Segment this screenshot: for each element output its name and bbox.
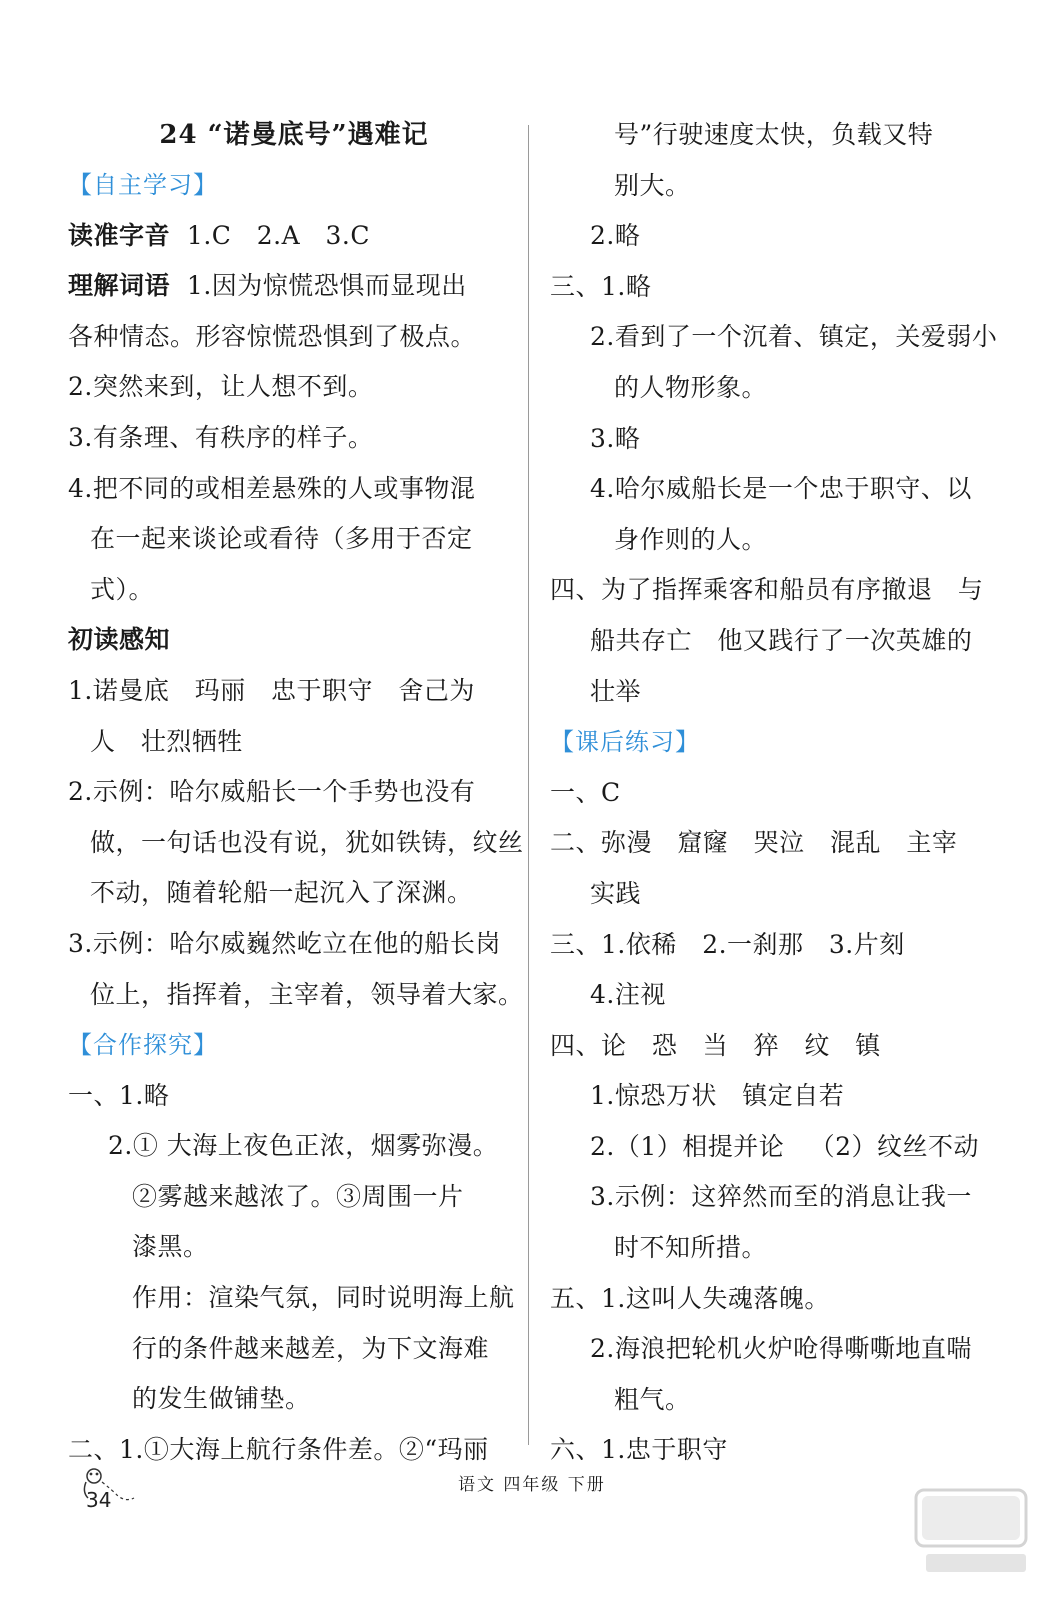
answer-text: 在一起来谈论或看待（多用于否定: [90, 524, 473, 554]
answer-text: 的人物形象。: [614, 372, 768, 402]
answer-text: 号”行驶速度太快，负载又特: [614, 120, 934, 149]
answer-text: 1.诺曼底 玛丽 忠于职守 舍己为: [68, 675, 475, 705]
answer-line: [550, 818, 1000, 869]
answer-line: [68, 1121, 520, 1172]
answer-line: [68, 464, 520, 515]
answer-line: [550, 1122, 1000, 1173]
answer-text: 一、C: [550, 777, 621, 807]
answer-text: 实践: [590, 878, 642, 908]
answer-text: 的发生做铺垫。: [132, 1384, 311, 1414]
answer-text: 2.略: [590, 221, 641, 251]
answer-line: [68, 565, 520, 616]
answer-line: [68, 1071, 520, 1122]
answer-text: 四、为了指挥乘客和船员有序撤退 与: [550, 575, 984, 605]
answer-text: 时不知所措。: [614, 1233, 768, 1263]
footer-subject: 语文 四年级 下册: [458, 1475, 606, 1495]
answer-text: 四、论 恐 当 猝 纹 镇: [550, 1030, 881, 1060]
answer-line: [68, 717, 520, 768]
answer-text: 4.把不同的或相差悬殊的人或事物混: [68, 473, 476, 503]
answer-line: [68, 919, 520, 970]
answer-line: [550, 1172, 1000, 1223]
answer-text: 船共存亡 他又践行了一次英雄的: [590, 625, 973, 655]
answer-line: [68, 362, 520, 413]
section-heading: 【自主学习】: [68, 171, 218, 199]
answer-line: [68, 1273, 520, 1324]
answer-text: 1.C 2.A 3.C: [170, 220, 370, 250]
answer-line: [68, 211, 520, 262]
answer-text: 身作则的人。: [614, 524, 768, 554]
answer-line: [550, 1223, 1000, 1274]
answer-text: 4.注视: [590, 980, 666, 1010]
answer-text: 五、1.这叫人失魂落魄。: [550, 1283, 830, 1313]
answer-text: 2.看到了一个沉着、镇定，关爱弱小: [590, 322, 998, 352]
answer-text: 2.突然来到，让人想不到。: [68, 372, 374, 402]
answer-text: 1.因为惊慌恐惧而显现出: [170, 271, 467, 301]
answer-line: [68, 1374, 520, 1425]
answer-text: 三、1.依稀 2.一刹那 3.片刻: [550, 929, 905, 959]
answer-text: 别大。: [614, 170, 691, 200]
answer-text: 二、1.①大海上航行条件差。②“玛丽: [68, 1434, 489, 1464]
answer-line: [550, 1021, 1000, 1072]
answer-line: [68, 514, 520, 565]
answer-line: [550, 970, 1000, 1021]
answer-text: ②雾越来越浓了。③周围一片: [132, 1181, 464, 1211]
answer-line: [550, 565, 1000, 616]
section-heading: 【合作探究】: [68, 1031, 218, 1060]
answer-line: [550, 110, 1000, 161]
answer-text: 2.（1）相提并论 （2）纹丝不动: [590, 1131, 980, 1161]
answer-line: [550, 363, 1000, 414]
answer-line: [550, 1274, 1000, 1325]
answer-text: 作用：渲染气氛，同时说明海上航: [132, 1283, 515, 1313]
answer-text: 式）。: [90, 574, 155, 604]
answer-text: 粗气。: [614, 1384, 691, 1414]
answer-text: 3.示例：哈尔威巍然屹立在他的船长岗: [68, 928, 501, 958]
answer-text: 一、1.略: [68, 1080, 170, 1110]
watermark-logo: [906, 1482, 1036, 1586]
answer-line: [550, 869, 1000, 920]
answer-text: 行的条件越来越差，为下文海难: [132, 1333, 490, 1363]
subheading: 初读感知: [68, 625, 171, 655]
answer-line: [550, 161, 1000, 212]
page-number: 34: [86, 1488, 112, 1512]
subheading: 读准字音: [68, 220, 171, 250]
answer-line: [68, 1172, 520, 1223]
lesson-title: 24 “诺曼底号”遇难记: [159, 120, 429, 150]
answer-line: [550, 312, 1000, 363]
answer-text: 3.略: [590, 423, 641, 453]
answer-text: 壮举: [590, 676, 642, 706]
answer-text: 3.有条理、有秩序的样子。: [68, 422, 374, 452]
section-heading: 【课后练习】: [550, 728, 700, 757]
answer-text: 1.惊恐万状 镇定自若: [590, 1081, 845, 1111]
answer-text: 各种情态。形容惊慌恐惧到了极点。: [68, 321, 477, 351]
answer-line: [550, 262, 1000, 313]
answer-line: [68, 615, 520, 666]
answer-line: [550, 1425, 1000, 1476]
answer-line: [68, 970, 524, 1021]
subheading: 理解词语: [68, 271, 171, 301]
answer-line: [68, 312, 520, 363]
answer-text: 做，一句话也没有说，犹如铁铸，纹丝: [90, 827, 524, 857]
answer-line: [68, 261, 520, 312]
answer-line: [550, 920, 1000, 971]
right-column: [550, 110, 1000, 1476]
answer-text: 位上，指挥着，主宰着，领导着大家。: [90, 979, 524, 1009]
answer-text: 3.示例：这猝然而至的消息让我一: [590, 1182, 972, 1212]
answer-line: [550, 464, 1000, 515]
answer-line: [68, 1222, 520, 1273]
answer-line: [550, 1324, 1000, 1375]
answer-text: 漆黑。: [132, 1232, 209, 1262]
answer-text: 2.示例：哈尔威船长一个手势也没有: [68, 777, 476, 807]
answer-text: 2.① 大海上夜色正浓，烟雾弥漫。: [108, 1131, 499, 1161]
answer-line: [550, 667, 1000, 718]
answer-line: [68, 666, 520, 717]
answer-line: [550, 768, 1000, 819]
answer-text: 二、弥漫 窟窿 哭泣 混乱 主宰: [550, 828, 958, 858]
answer-line: [68, 818, 524, 869]
answer-line: [550, 1071, 1000, 1122]
answer-line: [68, 868, 520, 919]
answer-line: [68, 767, 520, 818]
answer-text: 六、1.忠于职守: [550, 1435, 728, 1465]
answer-text: 人 壮烈牺牲: [90, 726, 243, 756]
answer-line: [550, 211, 1000, 262]
answer-line: [550, 616, 1000, 667]
answer-text: 三、1.略: [550, 271, 652, 301]
answer-text: 2.海浪把轮机火炉呛得嘶嘶地直喘: [590, 1334, 972, 1364]
answer-line: [550, 1375, 1000, 1426]
column-divider: [528, 125, 529, 1445]
answer-line: [550, 515, 1000, 566]
answer-text: 不动，随着轮船一起沉入了深渊。: [90, 878, 473, 908]
answer-line: [550, 414, 1000, 465]
answer-line: [68, 1324, 520, 1375]
left-column: [68, 110, 524, 1475]
answer-line: [68, 413, 520, 464]
answer-text: 4.哈尔威船长是一个忠于职守、以: [590, 474, 972, 504]
